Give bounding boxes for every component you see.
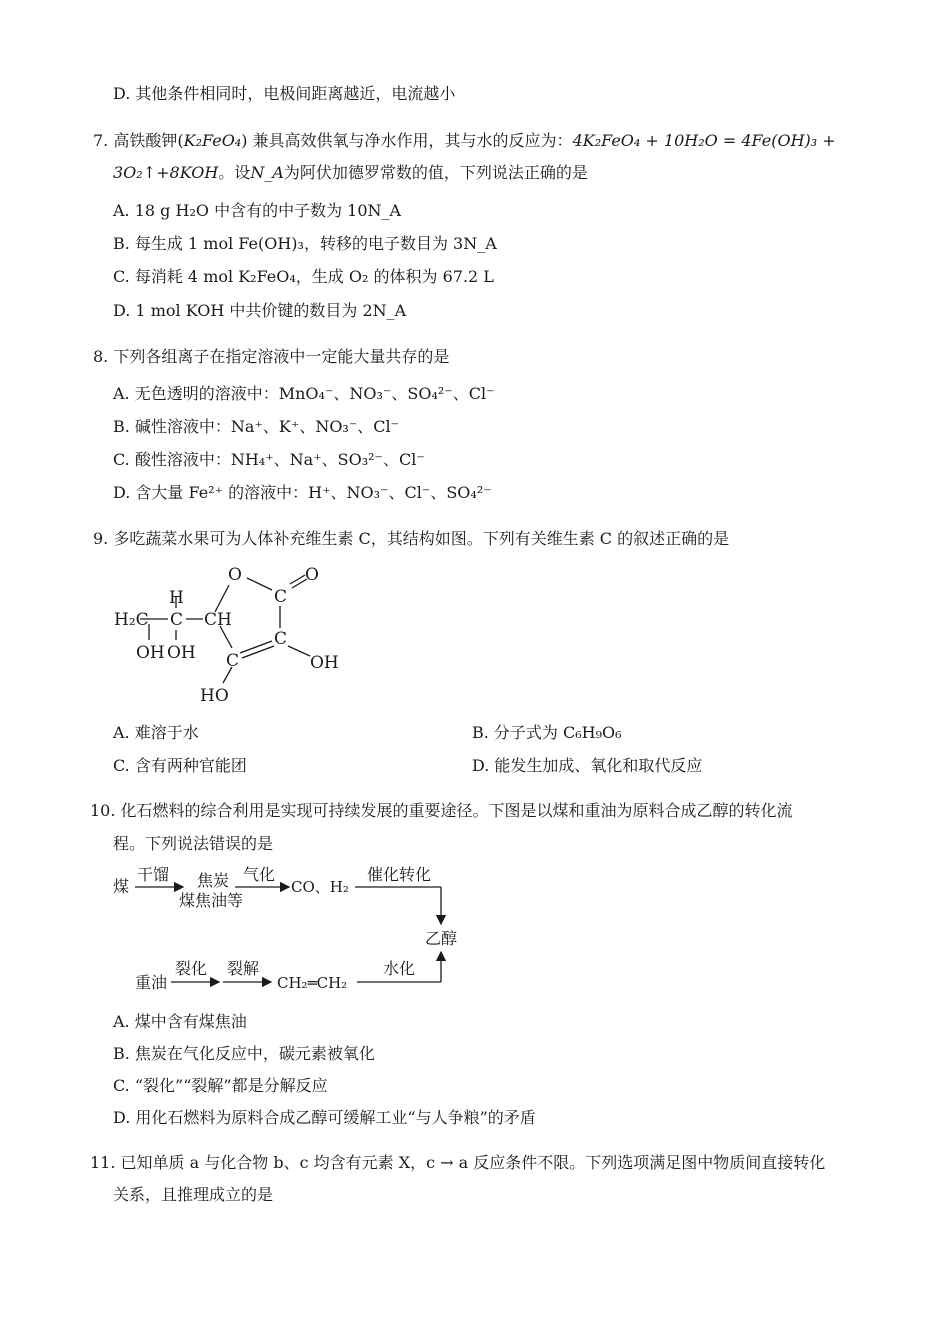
flow-heavy-oil: 重油	[135, 973, 168, 992]
bond	[215, 585, 229, 612]
flow-syngas: CO、H₂	[291, 878, 349, 896]
q10-stem-line2: 程。下列说法错误的是	[113, 834, 274, 853]
q9-number: 9.	[93, 529, 109, 548]
flow-dry-distill: 干馏	[137, 865, 170, 884]
q8-option-c: C. 酸性溶液中：NH₄⁺、Na⁺、SO₃²⁻、Cl⁻	[113, 450, 425, 469]
q10-stem-text1: 化石燃料的综合利用是实现可持续发展的重要途径。下图是以煤和重油为原料合成乙醇的转化流	[120, 801, 793, 820]
q11-stem-text1: 已知单质 a 与化合物 b、c 均含有元素 X，c → a 反应条件不限。下列选项满足图中物质间直接转化	[120, 1153, 826, 1172]
bond	[247, 578, 272, 590]
q7-stem-b: 兼具高效供氧与净水作用，其与水的反应为：	[252, 131, 573, 150]
bond	[242, 646, 274, 658]
flow-tar: 煤焦油等	[179, 891, 244, 910]
flow-catalytic: 催化转化	[367, 865, 432, 884]
q7-equation-part2: 3O₂↑+8KOH	[113, 163, 219, 182]
coal-oil-flowchart	[105, 860, 485, 1000]
q9-option-b: B. 分子式为 C₆H₉O₆	[472, 723, 622, 742]
bond	[290, 575, 305, 584]
q8-option-b: B. 碱性溶液中：Na⁺、K⁺、NO₃⁻、Cl⁻	[113, 417, 400, 436]
q7-option-d: D. 1 mol KOH 中共价键的数目为 2N_A	[113, 301, 407, 320]
q9-stem	[93, 528, 729, 550]
bond	[240, 641, 272, 653]
atom-h2c: H₂C	[114, 610, 149, 630]
flow-ethylene: CH₂═CH₂	[277, 974, 348, 992]
q7-stem-a: 高铁酸钾	[113, 131, 178, 150]
vitamin-c-structure	[100, 558, 360, 710]
atom-carbonyl-c: C	[274, 587, 288, 607]
q10-option-b: B. 焦炭在气化反应中，碳元素被氧化	[113, 1044, 375, 1063]
q7-na: N_A	[250, 163, 284, 182]
atom-oh-2: OH	[167, 643, 196, 663]
atom-c-middle: C	[170, 610, 184, 630]
q9-option-a: A. 难溶于水	[113, 723, 199, 742]
q8-option-d: D. 含大量 Fe²⁺ 的溶液中：H⁺、NO₃⁻、Cl⁻、SO₄²⁻	[113, 483, 492, 502]
flow-pyrolysis: 裂解	[227, 959, 260, 978]
q11-stem-line2: 关系，且推理成立的是	[113, 1185, 274, 1204]
q7-k2feo4: K₂FeO₄	[183, 131, 242, 150]
q10-option-c: C. “裂化”“裂解”都是分解反应	[113, 1076, 328, 1095]
flow-gasify: 气化	[243, 865, 276, 884]
q7-option-a: A. 18 g H₂O 中含有的中子数为 10N_A	[113, 201, 402, 220]
atom-ch: CH	[204, 610, 232, 630]
flow-crack: 裂化	[175, 959, 208, 978]
flow-ethanol: 乙醇	[425, 929, 458, 948]
atom-oh-right: OH	[310, 653, 339, 673]
q7-stem-line1: 7. 高铁酸钾(K₂FeO₄) 兼具高效供氧与净水作用，其与水的反应为：4K₂FeO₄ + 10H₂O = 4Fe(OH)₃ +	[93, 131, 836, 150]
q7-option-b: B. 每生成 1 mol Fe(OH)₃，转移的电子数目为 3N_A	[113, 234, 497, 253]
q6-option-d: D. 其他条件相同时，电极间距离越近，电流越小	[113, 84, 456, 103]
q7-stem-line2	[113, 162, 588, 184]
q7-number: 7.	[93, 131, 109, 150]
q7-equation-part1: 4K₂FeO₄ + 10H₂O = 4Fe(OH)₃ +	[572, 131, 836, 150]
q9-option-d: D. 能发生加成、氧化和取代反应	[472, 756, 703, 775]
flow-hydration: 水化	[383, 959, 416, 978]
q7-stem-d: 为阿伏加德罗常数的值，下列说法正确的是	[283, 163, 588, 182]
atom-oh-1: OH	[136, 643, 165, 663]
q11-number: 11.	[90, 1153, 116, 1172]
q7-stem-c: 。设	[218, 163, 251, 182]
atom-ho-bottom: HO	[200, 686, 229, 706]
atom-ring-c-left: C	[226, 651, 240, 671]
q8-stem-text: 下列各组离子在指定溶液中一定能大量共存的是	[113, 347, 450, 366]
bond	[288, 646, 310, 656]
flow-coke: 焦炭	[197, 871, 230, 890]
q9-option-c: C. 含有两种官能团	[113, 756, 247, 775]
q7-option-c: C. 每消耗 4 mol K₂FeO₄，生成 O₂ 的体积为 67.2 L	[113, 267, 494, 286]
q10-number: 10.	[90, 801, 116, 820]
atom-ring-o: O	[228, 565, 242, 585]
q10-option-d: D. 用化石燃料为原料合成乙醇可缓解工业“与人争粮”的矛盾	[113, 1108, 536, 1127]
flow-coal: 煤	[113, 877, 130, 896]
q10-stem-line1	[90, 800, 793, 822]
atom-h-top: H	[169, 588, 184, 608]
q9-stem-text: 多吃蔬菜水果可为人体补充维生素 C，其结构如图。下列有关维生素 C 的叙述正确的是	[113, 529, 730, 548]
q8-number: 8.	[93, 347, 109, 366]
q11-stem-line1	[90, 1152, 825, 1174]
atom-carbonyl-o: O	[305, 565, 319, 585]
q8-stem	[93, 346, 449, 368]
q8-option-a: A. 无色透明的溶液中：MnO₄⁻、NO₃⁻、SO₄²⁻、Cl⁻	[113, 384, 495, 403]
q10-option-a: A. 煤中含有煤焦油	[113, 1012, 247, 1031]
atom-ring-c-right: C	[274, 629, 288, 649]
